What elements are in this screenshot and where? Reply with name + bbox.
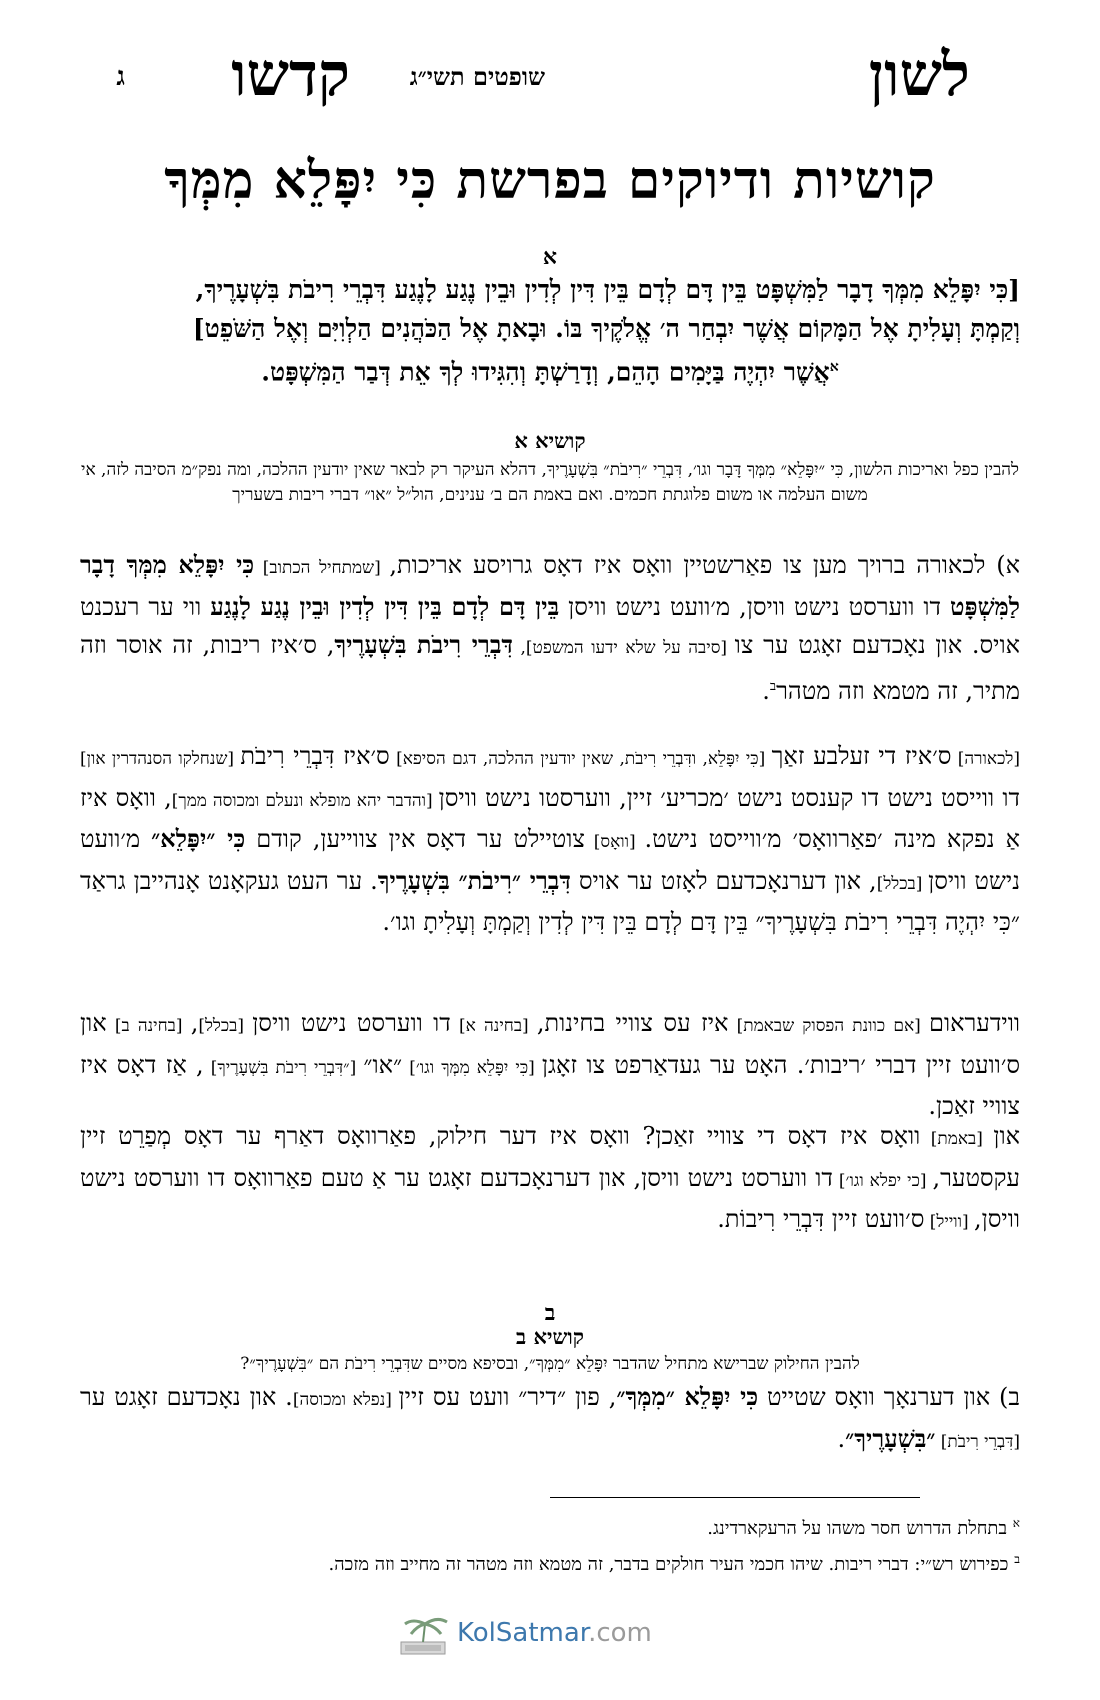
section-letter-b: ב	[544, 1300, 556, 1326]
footnote-divider	[550, 1497, 920, 1498]
section-letter-a: א	[542, 244, 558, 270]
footnote-b: $^ב$ כפירוש רש״י: דברי ריבות. שיהו חכמי העיר חולקים בדבר, זה מטמא וזה מטהר זה מחייב וזה מזכה.	[328, 1552, 1020, 1575]
question-a-title: קושיא א	[514, 428, 586, 453]
footnote-ref: ב	[769, 678, 777, 694]
paragraph-3: ווידעראום [אם כוונת הפסוק שבאמת] איז עס צוויי בחינות, [בחינה א] דו ווערסט נישט וויסן [בכלל], [בחינה ב] און ס׳וועט זיין דברי ׳ריבות׳. האָט ער געדאַרפט צו זאָגן [כִּי יִפָּלֵא מִמְּךָ וגו׳] ״או״ [״דִּבְרֵי רִיבֹת בִּשְׁעָרֶיךָ] , אַז דאָס איז צוויי זאַכן.	[80, 1009, 1021, 1120]
verse-line: $^א$אֲשֶׁר יִהְיֶה בַּיָּמִים הָהֵם, וְדָרַשְׁתָּ וְהִגִּידוּ לְךָ אֵת דְּבַר הַמִּשְׁפָּט.	[261, 357, 839, 387]
question-b-text: להבין החילוק שברישא מתחיל שהדבר יִפָּלֵא ״מִמְּךָ״, ובסיפא מסיים שדִּבְרֵי רִיבֹת הם ״בִּשְׁעָרֶיךָ״?	[240, 1354, 860, 1374]
footnote-ref: א	[829, 359, 839, 375]
paragraph-1: א) לכאורה ברויך מען צו פאַרשטיין וואָס איז דאָס גרויסע אריכות, [שמתחיל הכתוב] כִּי יִפָּלֵא מִמְּךָ דָבָר לַמִּשְׁפָּט דו ווערסט נישט וויסן, מ׳וועט נישט וויסן בֵּין דָּם לְדָם בֵּין דִּין לְדִין וּבֵין נֶגַע לָנֶגַע ווי ער רעכנט אויס. און נאָכדעם זאָגט ער צו [סיבה על שלא ידעו המשפט], דִּבְרֵי רִיבֹת בִּשְׁעָרֶיךָ, ס׳איז ריבות, זה אוסר וזה מתיר, זה מטמא וזה מטהר$^ב$.	[80, 550, 1021, 705]
palm-book-icon	[395, 1612, 455, 1656]
header-kodsho: קדשו	[231, 40, 350, 110]
watermark-text: KolSatmar.com	[457, 1618, 652, 1648]
page-header	[60, 40, 1040, 110]
paragraph-5: ב) און דערנאָך וואָס שטייט כִּי יִפָּלֵא ״מִמְּךָ״, פון ״דיר״ וועט עס זיין [נפלא ומכוסה]. און נאָכדעם זאָגט ער [דִּבְרֵי רִיבֹת] ״בִּשְׁעָרֶיךָ״.	[80, 1382, 1020, 1453]
watermark-logo	[395, 1612, 655, 1656]
page-number: ג	[116, 62, 125, 92]
verse-line: וְקַמְתָּ וְעָלִיתָ אֶל הַמָּקוֹם אֲשֶׁר יִבְחַר ה׳ אֱלֹקֶיךָ בּוֹ. וּבָאתָ אֶל הַכֹּהֲנִים הַלְוִיִּם וְאֶל הַשֹּׁפֵט]	[192, 314, 1020, 343]
paragraph-4: און [באמת] וואָס איז דאָס די צוויי זאַכן? וואָס איז דער חילוק, פאַרוואָס דאַרף ער דאָס מְפַרֵט זיין עקסטער, [כי יפלא וגו׳] דו ווערסט נישט וויסן, און דערנאָכדעם זאָגט ער אַ טעם פאַרוואָס דו ווערסט נישט וויסן, [ווייל] ס׳וועט זיין דִּבְרֵי רִיבוֹת.	[80, 1122, 1021, 1233]
question-a-text: להבין כפל ואריכות הלשון, כִּי ״יִפָּלֵא״ מִמְּךָ דָּבָר וגו׳, דִּבְרֵי ״רִיבֹת״ בִּשְׁעָרֶיךָ, דהלא העיקר רק לבאר שאין יודעין ההלכה, ומה נפק״מ הסיבה לזה, אי משום העלמה או משום פלוגתת חכמים. ואם באמת הם ב׳ ענינים, הול״ל ״או״ דברי ריבות בשעריך	[80, 460, 1019, 505]
question-b-title: קושיא ב	[516, 1324, 584, 1349]
page-title: קושיות ודיוקים בפרשת כִּי יִפָּלֵא מִמְּךָ	[164, 150, 936, 211]
verse-line: [כִּי יִפָּלֵא מִמְּךָ דָבָר לַמִּשְׁפָּט בֵּין דָּם לְדָם בֵּין דִּין לְדִין וּבֵין נֶגַע לָנֶגַע דִּבְרֵי רִיבֹת בִּשְׁעָרֶיךָ,	[195, 275, 1020, 304]
header-parsha: שופטים תשי״ג	[409, 62, 545, 91]
paragraph-2: [לכאורה] ס׳איז די זעלבע זאַך [כִּי יִפָּלֵא, ודִּבְרֵי רִיבֹת, שאין יודעין ההלכה, דגם הסיפא] ס׳איז דִּבְרֵי רִיבֹת [שנחלקו הסנהדרין און] דו ווייסט נישט דו קענסט נישט ׳מכריע׳ זיין, ווערסטו נישט וויסן [והדבר יהא מופלא ונעלם ומכוסה ממך], וואָס איז אַ נפקא מינה ׳פאַרוואָס׳ מ׳ווייסט נישט. [וואָס] צוטיילט ער דאָס אין צווייען, קודם כִּי ״יִפָּלֵא״ מ׳וועט נישט וויסן [בכלל], און דערנאָכדעם לאָזט ער אויס דִּבְרֵי ״רִיבֹת״ בִּשְׁעָרֶיךָ. ער העט געקאָנט אָנהייבן גראַד ״כִּי יִהְיֶה דִּבְרֵי רִיבֹת בִּשְׁעָרֶיךָ״ בֵּין דָּם לְדָם בֵּין דִּין לְדִין וְקַמְתָּ וְעָלִיתָ וגו׳.	[80, 742, 1021, 936]
header-lashon: לשון	[868, 40, 970, 110]
verse-block	[80, 270, 1020, 391]
footnote-a: $^א$ בתחלת הדרוש חסר משהו על הרעקארדינג.	[707, 1516, 1020, 1539]
